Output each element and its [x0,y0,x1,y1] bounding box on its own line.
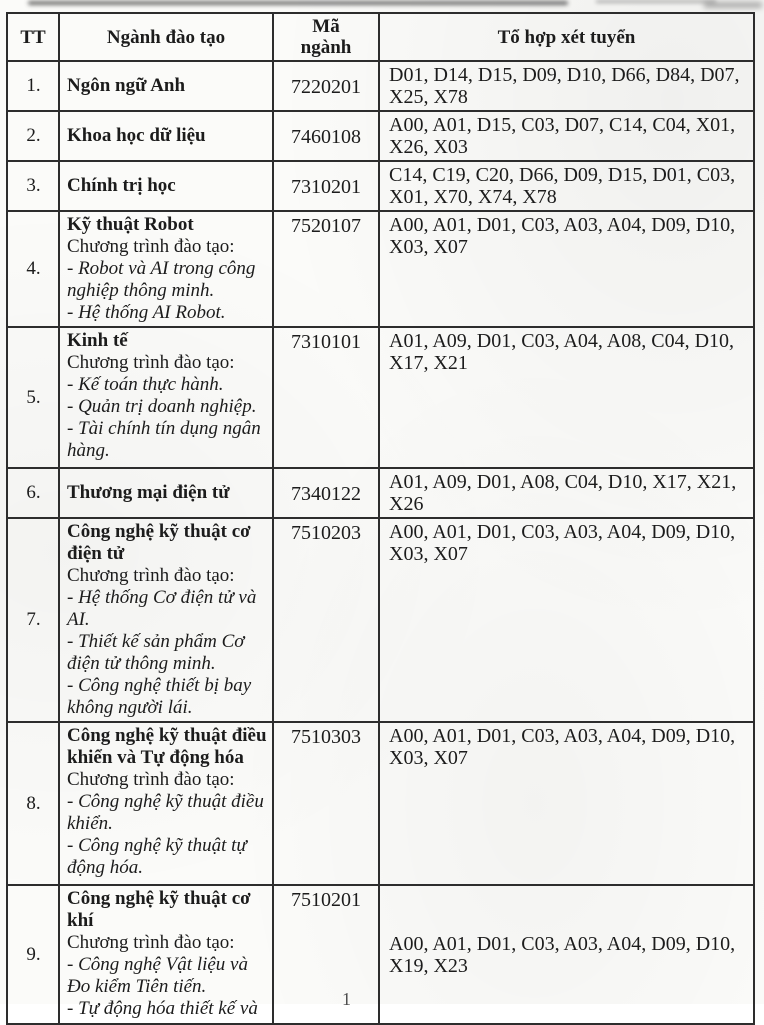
header-tt: TT [7,13,59,61]
major-name-cell [59,211,273,327]
major-title: Kinh tế [67,330,128,351]
combo-list: A01, A09, D01, C03, A04, A08, C04, D10, X17, X21 [379,327,754,468]
header-major: Ngành đào tạo [59,13,273,61]
program-item: - Hệ thống AI Robot. [67,302,226,323]
row-number: 9. [7,885,59,1024]
program-label: Chương trình đào tạo: [67,565,235,586]
combo-list: A00, A01, D01, C03, A03, A04, D09, D10, X03, X07 [379,211,754,327]
program-item: - Công nghệ Vật liệu và Đo kiểm Tiên tiến. [67,954,248,997]
major-name-cell [59,885,273,1024]
major-title: Kỹ thuật Robot [67,214,194,235]
program-item: - Quản trị doanh nghiệp. [67,396,257,417]
major-title: Công nghệ kỹ thuật điều khiển và Tự động hóa [67,725,267,768]
major-title: Thương mại điện tử [67,482,230,503]
program-label: Chương trình đào tạo: [67,236,235,257]
combo-list: A01, A09, D01, A08, C04, D10, X17, X21, X26 [379,468,754,518]
major-code: 7310101 [273,327,379,468]
major-name-cell [59,327,273,468]
table-row [7,61,754,111]
table-row [7,722,754,885]
major-name-cell [59,61,273,111]
combo-list: A00, A01, D01, C03, A03, A04, D09, D10, X03, X07 [379,518,754,722]
program-label: Chương trình đào tạo: [67,769,235,790]
page-number: 1 [342,989,351,1009]
major-title: Chính trị học [67,175,176,196]
header-code-line1: Mã [312,16,340,37]
major-code: 7460108 [273,111,379,161]
header-combos: Tổ hợp xét tuyển [379,13,754,61]
table-row [7,327,754,468]
row-number: 4. [7,211,59,327]
program-item: - Robot và AI trong công nghiệp thông minh. [67,258,256,301]
program-label: Chương trình đào tạo: [67,932,235,953]
row-number: 8. [7,722,59,885]
row-number: 6. [7,468,59,518]
row-number: 5. [7,327,59,468]
header-code-line2: ngành [300,37,352,58]
major-name-cell [59,111,273,161]
table-row [7,885,754,1024]
table-row [7,518,754,722]
combo-list: A00, A01, D01, C03, A03, A04, D09, D10, X19, X23 [379,885,754,1024]
major-code: 7220201 [273,61,379,111]
major-name-cell [59,518,273,722]
major-title: Khoa học dữ liệu [67,125,206,146]
program-item: - Công nghệ thiết bị bay không người lái. [67,675,252,718]
combo-list: A00, A01, D01, C03, A03, A04, D09, D10, X03, X07 [379,722,754,885]
major-title: Công nghệ kỹ thuật cơ khí [67,888,251,931]
row-number: 7. [7,518,59,722]
admissions-table [6,12,755,1025]
program-item: - Tài chính tín dụng ngân hàng. [67,418,261,461]
row-number: 2. [7,111,59,161]
row-number: 1. [7,61,59,111]
major-name-cell [59,468,273,518]
combo-list: A00, A01, D15, C03, D07, C14, C04, X01, X26, X03 [379,111,754,161]
scan-artifact [28,1,568,5]
major-code: 7340122 [273,468,379,518]
table-row [7,161,754,211]
major-code: 7520107 [273,211,379,327]
header-row [7,13,754,61]
program-item: - Công nghệ kỹ thuật tự động hóa. [67,835,247,878]
table-row [7,211,754,327]
header-code [273,13,379,61]
scan-artifact [704,2,762,8]
major-code: 7310201 [273,161,379,211]
major-name-cell [59,161,273,211]
major-code: 7510203 [273,518,379,722]
combo-list: D01, D14, D15, D09, D10, D66, D84, D07, X25, X78 [379,61,754,111]
major-code: 7510201 [273,885,379,1024]
table-row [7,111,754,161]
program-item: - Tự động hóa thiết kế và [67,998,258,1019]
major-code: 7510303 [273,722,379,885]
program-item: - Công nghệ kỹ thuật điều khiển. [67,791,264,834]
major-title: Ngôn ngữ Anh [67,75,186,96]
major-title: Công nghệ kỹ thuật cơ điện tử [67,521,251,564]
program-item: - Thiết kế sản phẩm Cơ điện tử thông minh. [67,631,245,674]
table-row [7,468,754,518]
scan-artifact [596,0,716,3]
combo-list: C14, C19, C20, D66, D09, D15, D01, C03, X01, X70, X74, X78 [379,161,754,211]
program-label: Chương trình đào tạo: [67,352,235,373]
program-item: - Hệ thống Cơ điện tử và AI. [67,587,257,630]
row-number: 3. [7,161,59,211]
program-item: - Kế toán thực hành. [67,374,224,395]
major-name-cell [59,722,273,885]
